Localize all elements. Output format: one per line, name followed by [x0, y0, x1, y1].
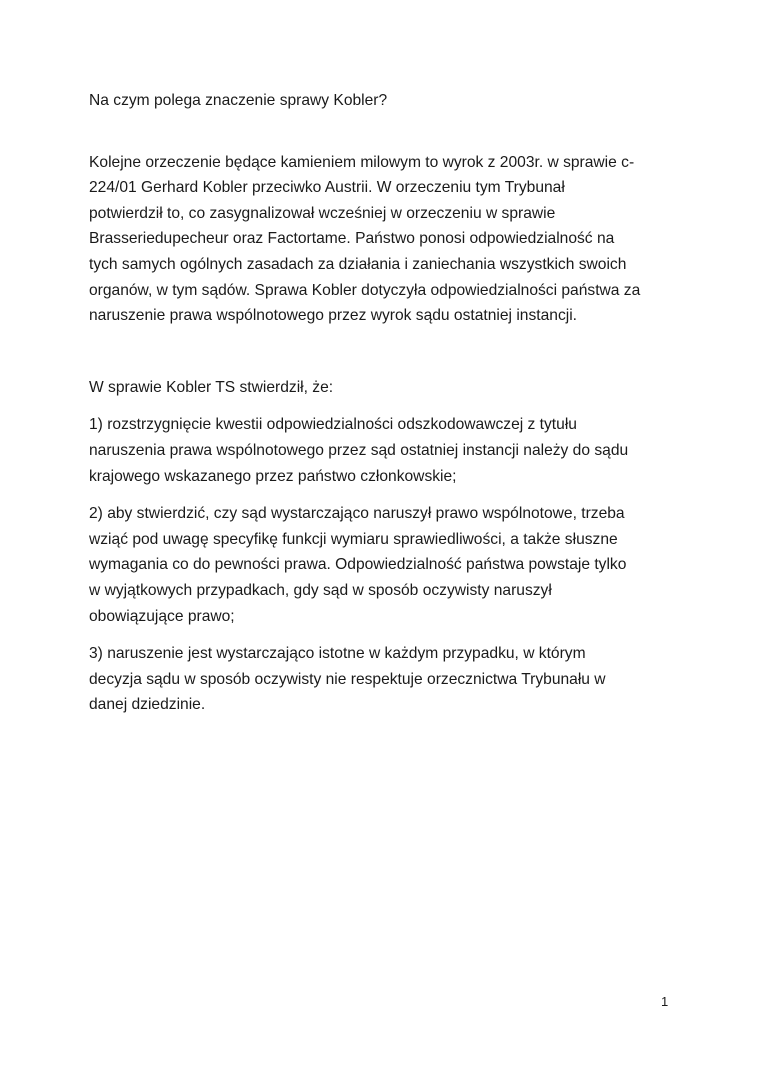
text-line: organów, w tym sądów. Sprawa Kobler dotyczyła odpowiedzialności państwa za	[89, 281, 641, 299]
text-line: Brasseriedupecheur oraz Factortame. Państwo ponosi odpowiedzialność na	[89, 230, 615, 248]
text-line: 2) aby stwierdzić, czy sąd wystarczająco naruszył prawo wspólnotowe, trzeba	[89, 505, 625, 523]
text-line: 3) naruszenie jest wystarczająco istotne w każdym przypadku, w którym	[89, 645, 586, 663]
page-content	[89, 88, 679, 730]
text-line: danej dziedzinie.	[89, 696, 206, 714]
text-line: potwierdził to, co zasygnalizował wcześniej w orzeczeniu w sprawie	[89, 204, 556, 222]
question-heading: Na czym polega znaczenie sprawy Kobler?	[89, 92, 388, 109]
text-line: w wyjątkowych przypadkach, gdy sąd w sposób oczywisty naruszył	[89, 581, 552, 599]
ruling-point-2	[89, 501, 679, 629]
text-line: tych samych ogólnych zasadach za działania i zaniechania wszystkich swoich	[89, 255, 627, 273]
text-line: naruszenia prawa wspólnotowego przez sąd ostatniej instancji należy do sądu	[89, 441, 629, 459]
text-line: naruszenie prawa wspólnotowego przez wyrok sądu ostatniej instancji.	[89, 307, 577, 325]
ruling-lead-text: W sprawie Kobler TS stwierdził, że:	[89, 378, 334, 396]
text-line: Kolejne orzeczenie będące kamieniem milowym to wyrok z 2003r. w sprawie c-	[89, 153, 635, 171]
text-line: 1) rozstrzygnięcie kwestii odpowiedzialności odszkodowawczej z tytułu	[89, 416, 577, 434]
text-line: wymagania co do pewności prawa. Odpowiedzialność państwa powstaje tylko	[89, 556, 627, 574]
text-line: wziąć pod uwagę specyfikę funkcji wymiaru sprawiedliwości, a także słuszne	[89, 530, 618, 548]
text-line: krajowego wskazanego przez państwo członkowskie;	[89, 467, 457, 485]
page-number: 1	[661, 994, 669, 1009]
intro-paragraph	[89, 150, 679, 329]
text-line: obowiązujące prawo;	[89, 607, 235, 625]
ruling-point-1	[89, 412, 679, 489]
ruling-point-3	[89, 641, 679, 718]
text-line: decyzja sądu w sposób oczywisty nie respektuje orzecznictwa Trybunału w	[89, 670, 606, 688]
text-line: 224/01 Gerhard Kobler przeciwko Austrii. W orzeczeniu tym Trybunał	[89, 179, 565, 197]
